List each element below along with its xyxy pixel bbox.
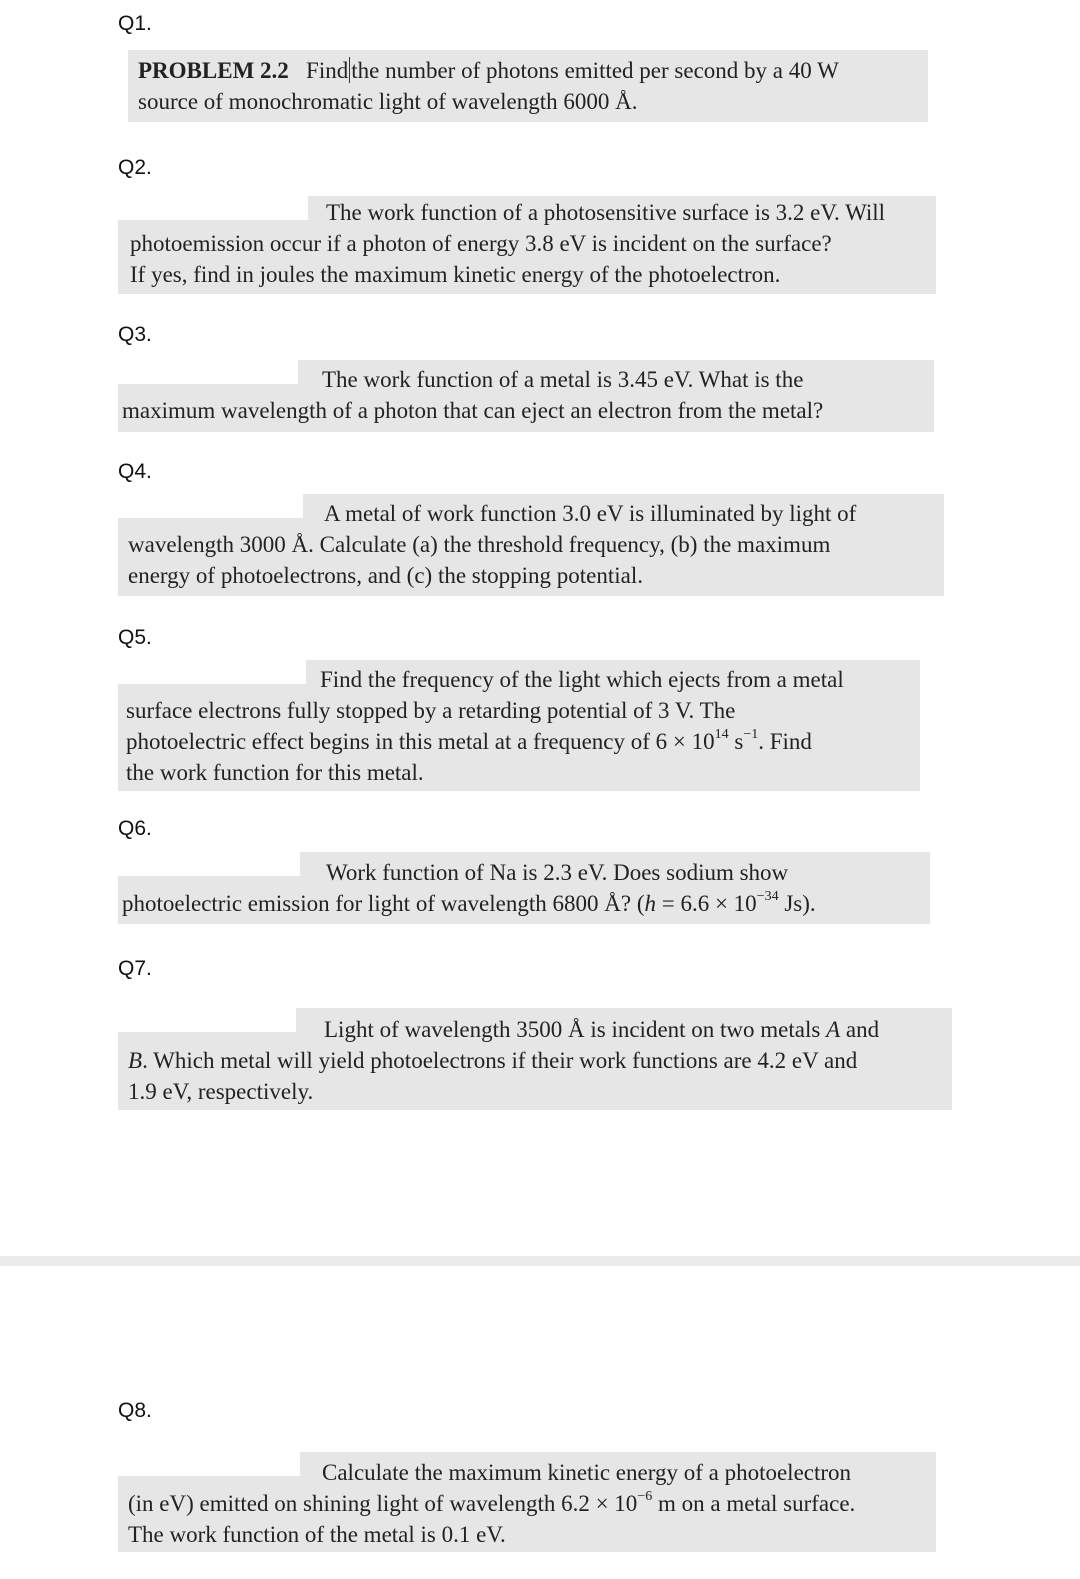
redaction-mask xyxy=(118,196,308,220)
question-4-line-3: energy of photoelectrons, and (c) the stopping potential. xyxy=(128,563,644,588)
redaction-mask xyxy=(118,494,303,518)
question-box-1 xyxy=(128,50,928,122)
question-label-7: Q7. xyxy=(118,957,152,980)
question-box-8 xyxy=(118,1452,936,1552)
question-5-line-1: Find the frequency of the light which ejects from a metal xyxy=(320,667,844,692)
question-8-line-2: (in eV) emitted on shining light of wavelength $6.2 \times 10^{-6}$ m on a metal surface. xyxy=(128,1489,856,1516)
question-8-line-1: Calculate the maximum kinetic energy of a photoelectron xyxy=(322,1460,852,1485)
question-label-6: Q6. xyxy=(118,817,152,840)
question-6-line-1: Work function of Na is 2.3 eV. Does sodium show xyxy=(326,860,789,885)
question-box-3 xyxy=(118,360,934,432)
question-label-5: Q5. xyxy=(118,626,152,649)
question-box-5 xyxy=(118,660,920,791)
question-7-line-1: Light of wavelength 3500 Å is incident on two metals A and xyxy=(324,1017,880,1042)
question-2-line-2: photoemission occur if a photon of energy 3.8 eV is incident on the surface? xyxy=(130,231,832,256)
question-box-2 xyxy=(118,196,936,294)
question-2-line-3: If yes, find in joules the maximum kinetic energy of the photoelectron. xyxy=(130,262,781,287)
question-6-line-2: photoelectric emission for light of wavelength 6800 Å? ($h = 6.6 \times 10^{-34}$ Js). xyxy=(122,889,816,916)
question-2-line-1: The work function of a photosensitive surface is 3.2 eV. Will xyxy=(326,200,886,225)
problem-tag: PROBLEM 2.2 xyxy=(138,58,289,83)
question-label-1: Q1. xyxy=(118,12,152,35)
question-box-6 xyxy=(118,852,930,924)
question-3-line-1: The work function of a metal is 3.45 eV. What is the xyxy=(322,367,804,392)
question-7-line-2: B. Which metal will yield photoelectrons if their work functions are 4.2 eV and xyxy=(128,1048,858,1073)
question-label-3: Q3. xyxy=(118,323,152,346)
question-box-4 xyxy=(118,494,944,596)
redaction-mask xyxy=(118,1008,296,1032)
redaction-mask xyxy=(118,852,300,876)
page-separator xyxy=(0,1256,1080,1266)
question-1-text-b: the number of photons emitted per second by a 40 W xyxy=(351,58,839,83)
question-4-line-1: A metal of work function 3.0 eV is illuminated by light of xyxy=(324,501,857,526)
question-label-4: Q4. xyxy=(118,460,152,483)
question-5-line-2: surface electrons fully stopped by a retarding potential of 3 V. The xyxy=(126,698,736,723)
question-1-line-2: source of monochromatic light of wavelength 6000 Å. xyxy=(138,89,638,114)
question-box-7 xyxy=(118,1008,952,1110)
question-1-line-1 xyxy=(138,55,918,86)
question-1-text-a: Find xyxy=(306,58,349,83)
question-label-8: Q8. xyxy=(118,1399,152,1422)
redaction-mask xyxy=(118,660,306,684)
redaction-mask xyxy=(118,360,298,384)
question-3-line-2: maximum wavelength of a photon that can eject an electron from the metal? xyxy=(122,398,824,423)
question-label-2: Q2. xyxy=(118,156,152,179)
question-7-line-3: 1.9 eV, respectively. xyxy=(128,1079,314,1104)
redaction-mask xyxy=(118,1452,300,1476)
question-8-line-3: The work function of the metal is 0.1 eV. xyxy=(128,1522,506,1547)
question-5-line-3: photoelectric effect begins in this metal at a frequency of $6 \times 10^{14}$ $s^{-1}$. Find xyxy=(126,727,812,754)
question-5-line-4: the work function for this metal. xyxy=(126,760,424,785)
question-4-line-2: wavelength 3000 Å. Calculate (a) the threshold frequency, (b) the maximum xyxy=(128,532,831,557)
